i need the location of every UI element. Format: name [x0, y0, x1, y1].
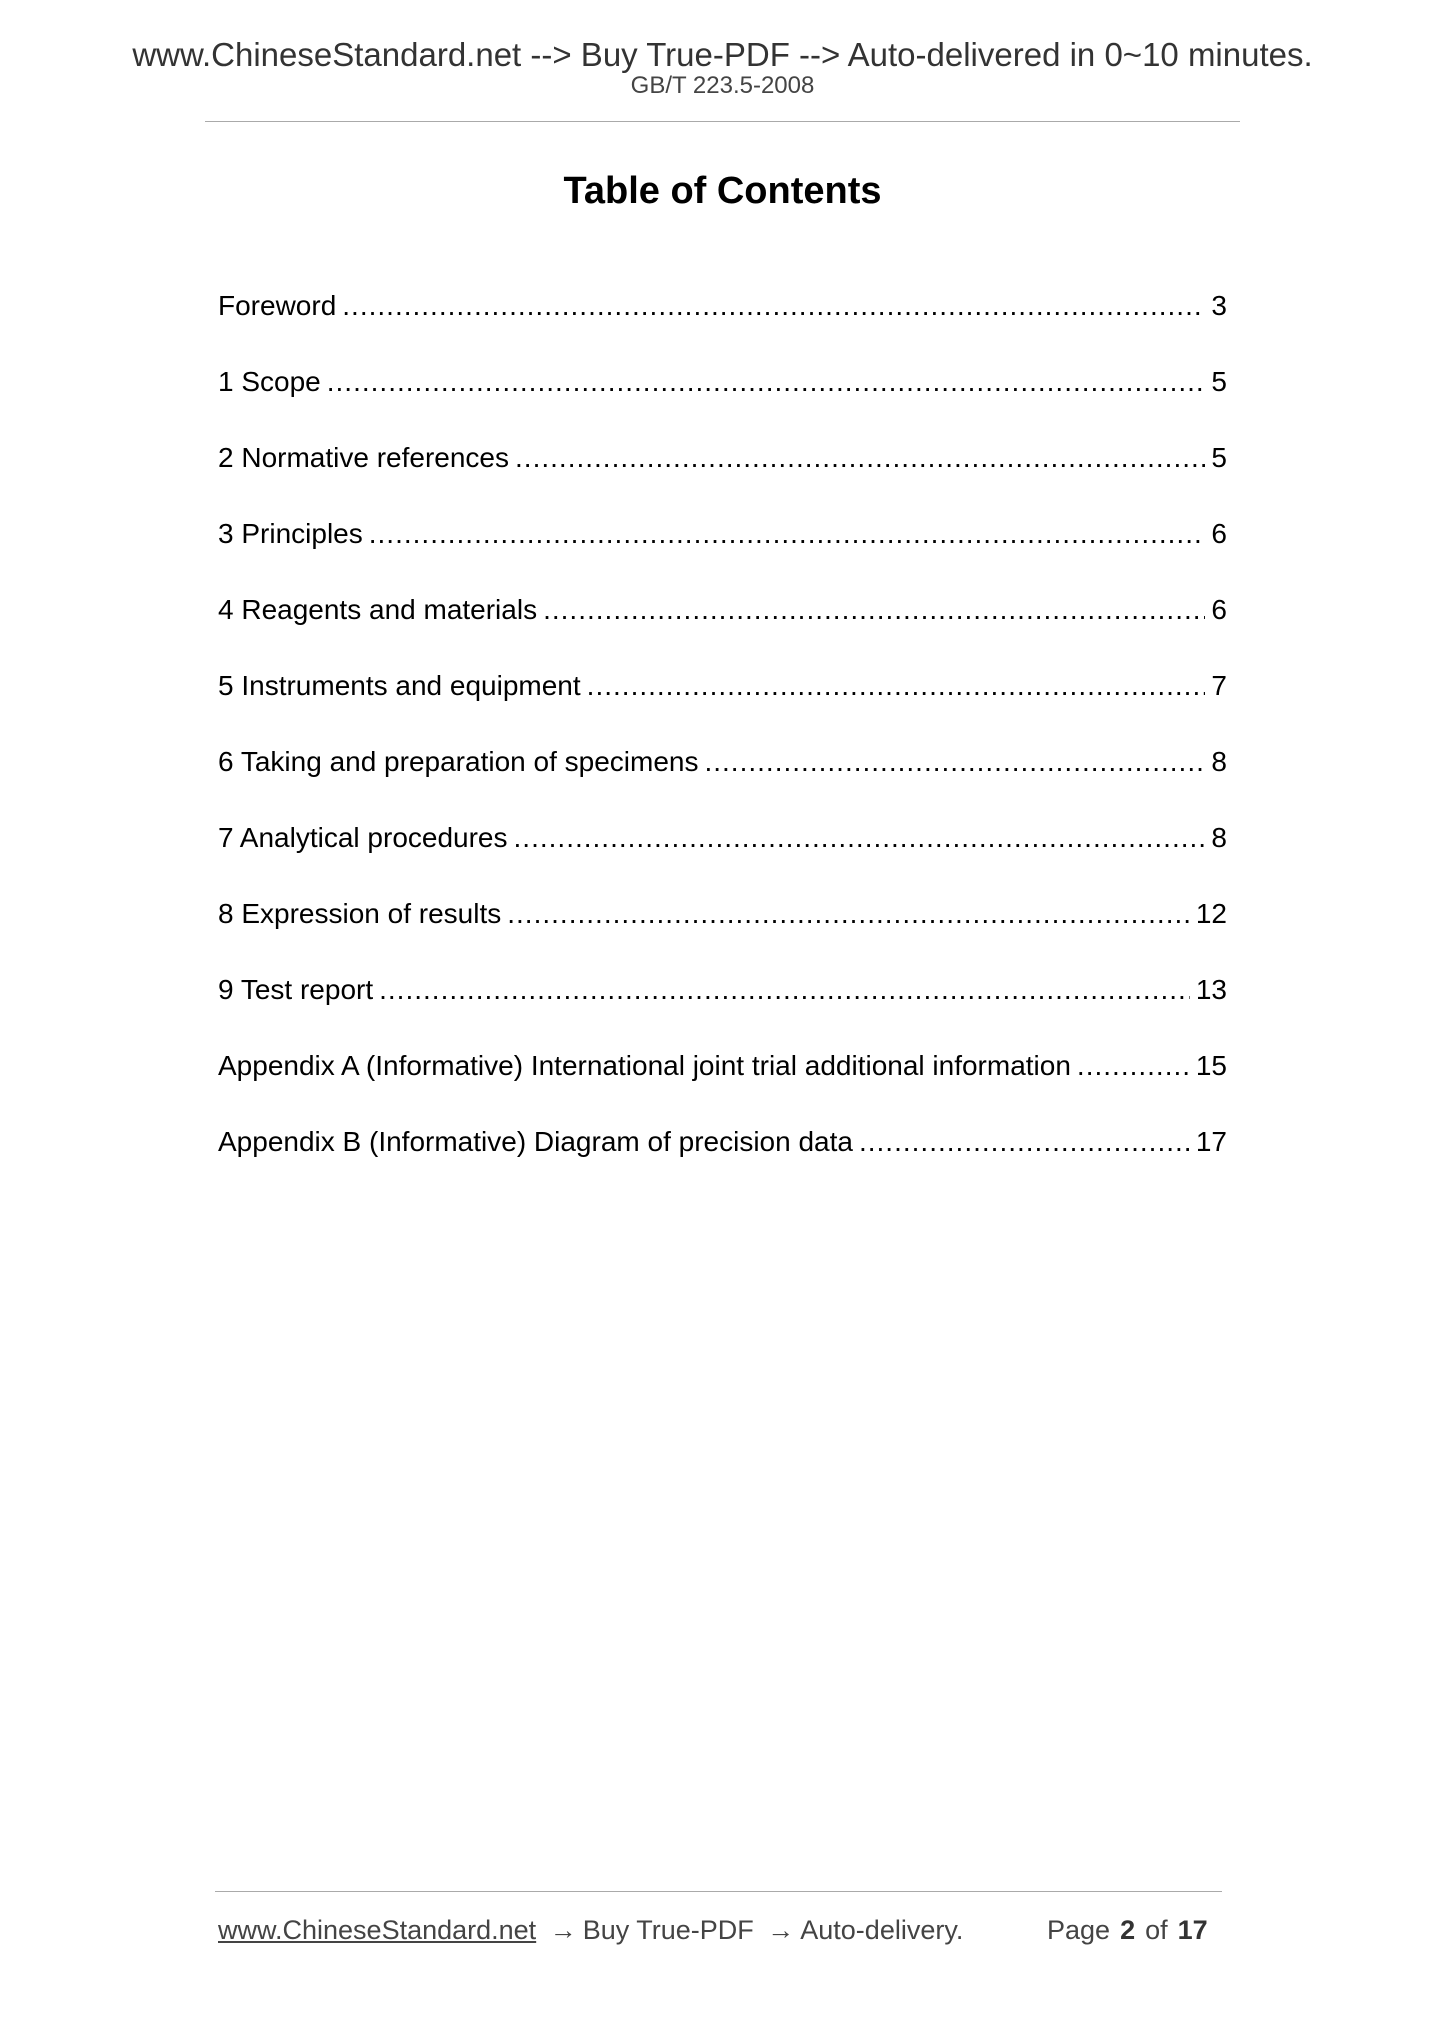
- toc-entry[interactable]: [218, 971, 1227, 1047]
- document-code: GB/T 223.5-2008: [630, 72, 815, 99]
- toc-entry[interactable]: [218, 439, 1227, 515]
- toc-entry-page: 7: [1211, 670, 1227, 701]
- toc-entry-page: 6: [1211, 594, 1227, 625]
- page-total: 17: [1177, 1915, 1208, 1945]
- page-word: Page: [1047, 1915, 1111, 1945]
- arrow-right-icon: →: [549, 1915, 577, 1945]
- page-indicator: [1047, 1917, 1218, 1944]
- toc-dot-leader: [515, 439, 1205, 477]
- toc-title: Table of Contents: [563, 170, 882, 212]
- footer-buy-text: Buy True-PDF: [582, 1915, 754, 1945]
- toc-entry-page: 5: [1211, 366, 1227, 397]
- toc-entry-label: 8 Expression of results: [218, 898, 502, 929]
- toc-dot-leader: [543, 591, 1205, 629]
- footer-divider: [215, 1891, 1222, 1892]
- toc-entry[interactable]: [218, 743, 1227, 819]
- toc-entry-label: 3 Principles: [218, 518, 363, 549]
- of-word: of: [1145, 1915, 1168, 1945]
- toc-dot-leader: [379, 971, 1190, 1009]
- toc-entry-page: 5: [1211, 442, 1227, 473]
- toc-entry-label: 1 Scope: [218, 366, 321, 397]
- toc-dot-leader: [1077, 1047, 1190, 1085]
- toc-entry[interactable]: [218, 819, 1227, 895]
- toc-entry-label: 4 Reagents and materials: [218, 594, 538, 625]
- toc-entry-page: 8: [1211, 746, 1227, 777]
- toc-dot-leader: [342, 287, 1205, 325]
- toc-entry-label: Appendix B (Informative) Diagram of precision data: [218, 1126, 853, 1157]
- toc-entry-label: 5 Instruments and equipment: [218, 670, 581, 701]
- footer-site-link[interactable]: www.ChineseStandard.net: [218, 1915, 537, 1945]
- toc-entry-label: 2 Normative references: [218, 442, 510, 473]
- toc-entry[interactable]: [218, 515, 1227, 591]
- header-divider: [205, 121, 1240, 122]
- toc-list: [218, 287, 1227, 1199]
- footer-delivery-text: Auto-delivery.: [800, 1915, 964, 1945]
- toc-entry-label: 7 Analytical procedures: [218, 822, 508, 853]
- toc-entry-page: 15: [1195, 1050, 1227, 1081]
- toc-entry-label: Foreword: [218, 290, 337, 321]
- toc-entry-page: 3: [1211, 290, 1227, 321]
- toc-entry-page: 17: [1195, 1126, 1227, 1157]
- toc-dot-leader: [587, 667, 1206, 705]
- site-banner: www.ChineseStandard.net --> Buy True-PDF --> Auto-delivered in 0~10 minutes.: [132, 36, 1313, 73]
- toc-entry-page: 13: [1195, 974, 1227, 1005]
- toc-dot-leader: [327, 363, 1206, 401]
- toc-dot-leader: [369, 515, 1206, 553]
- toc-dot-leader: [514, 819, 1206, 857]
- toc-dot-leader: [507, 895, 1190, 933]
- toc-entry[interactable]: [218, 1123, 1227, 1199]
- toc-entry-label: 6 Taking and preparation of specimens: [218, 746, 699, 777]
- toc-entry[interactable]: [218, 667, 1227, 743]
- toc-entry[interactable]: [218, 363, 1227, 439]
- toc-entry[interactable]: [218, 287, 1227, 363]
- toc-entry-page: 6: [1211, 518, 1227, 549]
- toc-entry-page: 8: [1211, 822, 1227, 853]
- toc-entry-page: 12: [1195, 898, 1227, 929]
- toc-entry[interactable]: [218, 895, 1227, 971]
- toc-dot-leader: [704, 743, 1205, 781]
- toc-entry-label: 9 Test report: [218, 974, 374, 1005]
- arrow-right-icon: →: [767, 1915, 795, 1945]
- toc-entry[interactable]: [218, 591, 1227, 667]
- toc-entry[interactable]: [218, 1047, 1227, 1123]
- toc-entry-label: Appendix A (Informative) International joint trial additional information: [218, 1050, 1071, 1081]
- page-current: 2: [1120, 1915, 1136, 1945]
- toc-dot-leader: [859, 1123, 1190, 1161]
